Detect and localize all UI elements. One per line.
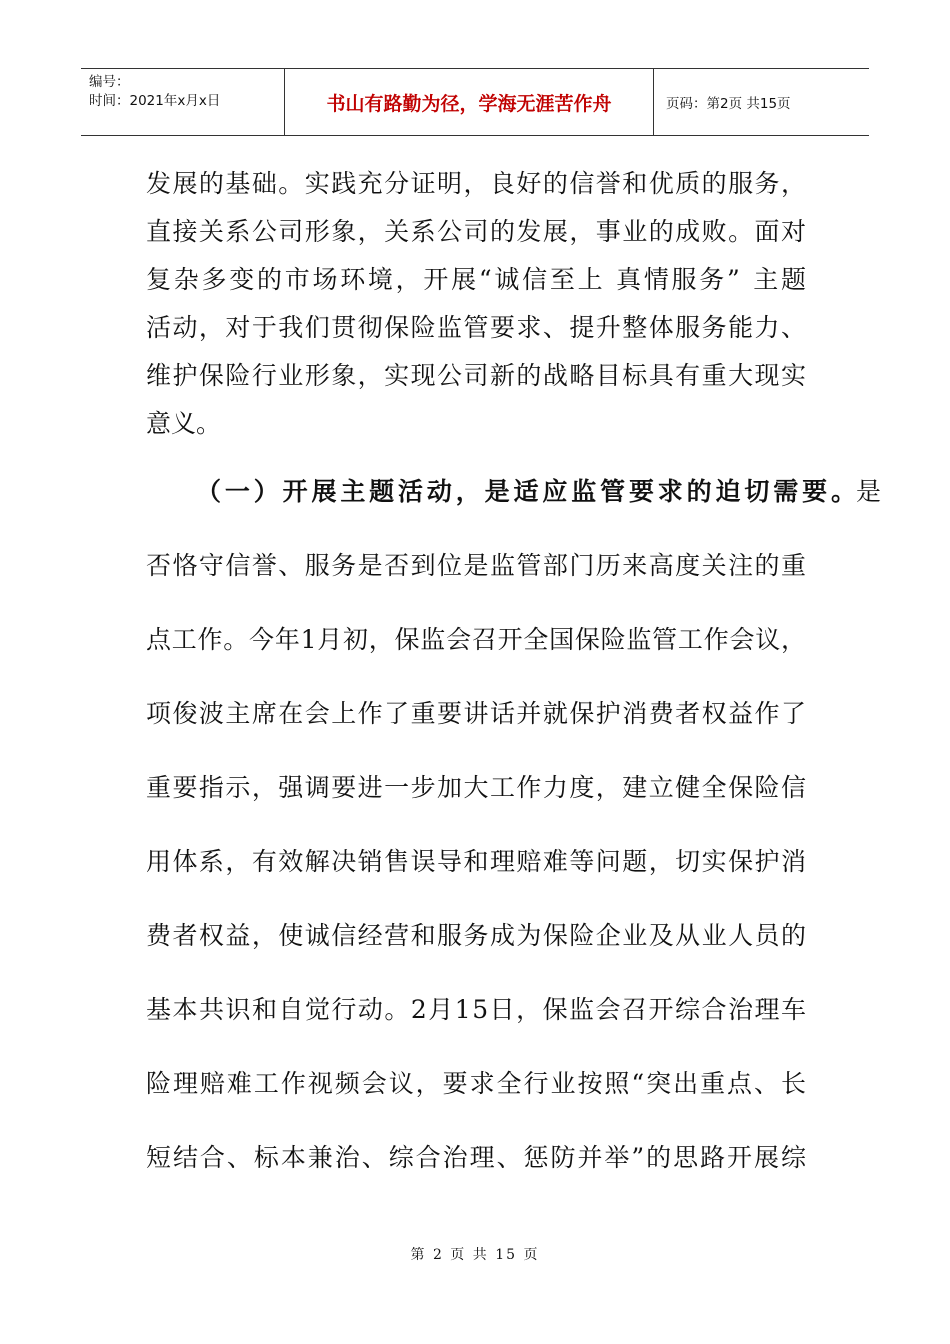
page-header [81, 68, 869, 136]
text-line: 重要指示，强调要进一步加大工作力度，建立健全保险信 [146, 773, 808, 802]
header-page-info: 页码：第2页 共15页 [666, 96, 791, 112]
text-line: 发展的基础。实践充分证明，良好的信誉和优质的服务， [146, 169, 808, 198]
text-line: 直接关系公司形象，关系公司的发展，事业的成败。面对 [146, 217, 808, 246]
text-line: 项俊波主席在会上作了重要讲话并就保护消费者权益作了 [146, 699, 808, 728]
text-line: 维护保险行业形象，实现公司新的战略目标具有重大现实 [146, 361, 808, 390]
number-label: 编号： [89, 74, 130, 90]
page-footer: 第 2 页 共 15 页 [410, 1247, 540, 1263]
text-line: 险理赔难工作视频会议，要求全行业按照“突出重点、长 [146, 1069, 808, 1098]
text-line: 意义。 [146, 409, 222, 438]
heading-line [146, 455, 882, 529]
text-line: 复杂多变的市场环境，开展“诚信至上 真情服务” 主题 [146, 265, 809, 294]
time-label: 时间：2021年x月x日 [89, 93, 221, 109]
text-line: 用体系，有效解决销售误导和理赔难等问题，切实保护消 [146, 847, 808, 876]
text-line: 费者权益，使诚信经营和服务成为保险企业及从业人员的 [146, 921, 808, 950]
text-line: 活动，对于我们贯彻保险监管要求、提升整体服务能力、 [146, 313, 808, 342]
document-body [146, 160, 882, 1195]
text-line: 否恪守信誉、服务是否到位是监管部门历来高度关注的重 [146, 551, 808, 580]
text-line: 点工作。今年1月初，保监会召开全国保险监管工作会议， [146, 625, 807, 654]
section-heading: （一）开展主题活动，是适应监管要求的迫切需要。 [196, 477, 860, 506]
text-line: 短结合、标本兼治、综合治理、惩防并举”的思路开展综 [146, 1143, 808, 1172]
text-line: 基本共识和自觉行动。2月15日，保监会召开综合治理车 [146, 995, 808, 1024]
header-meta [81, 69, 285, 135]
paragraph-2 [146, 455, 882, 1195]
heading-tail: 是 [856, 477, 882, 506]
header-motto: 书山有路勤为径，学海无涯苦作舟 [285, 69, 654, 135]
paragraph-1 [146, 160, 809, 448]
